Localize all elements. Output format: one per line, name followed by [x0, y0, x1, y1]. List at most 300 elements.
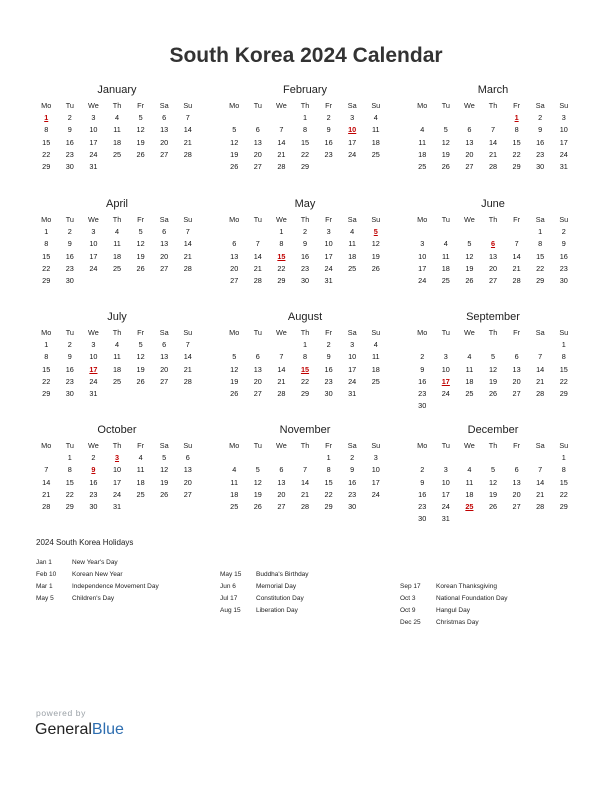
date-cell: 25: [371, 376, 380, 386]
date-cell: 5: [162, 453, 167, 463]
date-cell: 5: [443, 125, 448, 135]
date-cell: 13: [253, 137, 262, 147]
date-cell: 18: [230, 489, 239, 499]
empty-cell: [222, 339, 246, 351]
date-cell: 30: [418, 514, 427, 524]
date-cell: 21: [536, 489, 545, 499]
weekday-header: Sa: [535, 328, 545, 337]
holiday-column: [220, 569, 309, 617]
month-september: [411, 308, 575, 412]
date-cell: 21: [253, 263, 262, 273]
holiday-column: [36, 557, 159, 605]
weekday-header: Sa: [535, 441, 545, 450]
date-cell: 15: [559, 477, 568, 487]
date-cell: 28: [183, 263, 192, 273]
date-cell: 2: [538, 113, 543, 123]
date-cell: 28: [183, 149, 192, 159]
date-cell: 15: [42, 251, 51, 261]
holiday-name: Independence Movement Day: [72, 583, 159, 590]
date-cell: 14: [253, 251, 262, 261]
date-cell: 29: [42, 161, 51, 171]
weekday-header: Tu: [65, 441, 74, 450]
date-cell: 7: [185, 227, 190, 237]
date-cell: 6: [279, 465, 284, 475]
date-cell: 7: [185, 340, 190, 350]
holiday-item: [220, 581, 309, 593]
date-cell: 10: [418, 251, 427, 261]
date-cell: 24: [371, 489, 380, 499]
date-cell: 22: [300, 376, 310, 386]
empty-cell: [222, 452, 246, 464]
date-cell: 23: [418, 501, 427, 511]
date-cell: 24: [418, 275, 427, 285]
date-cell: 6: [185, 453, 190, 463]
date-cell: 12: [253, 477, 262, 487]
weekday-header: We: [87, 101, 99, 110]
date-cell: 8: [302, 125, 308, 135]
date-cell: 29: [65, 501, 74, 511]
date-cell: 16: [300, 251, 310, 261]
date-cell: 30: [324, 388, 333, 398]
date-cell: 20: [512, 376, 521, 386]
date-cell: 29: [42, 388, 51, 398]
weekday-header: Su: [559, 101, 569, 110]
holiday-item: [400, 581, 508, 593]
month-name: June: [481, 198, 505, 210]
date-cell: 13: [160, 239, 169, 249]
weekday-header: Th: [300, 328, 310, 337]
date-cell: 16: [324, 137, 333, 147]
date-cell: 6: [467, 125, 472, 135]
date-cell: 17: [89, 137, 98, 147]
date-cell: 27: [183, 489, 192, 499]
date-cell: 22: [512, 149, 521, 159]
holiday-item: [220, 605, 309, 617]
month-grid: [223, 327, 387, 400]
weekday-header: Sa: [159, 101, 169, 110]
weekday-header: Su: [183, 101, 193, 110]
date-cell: 9: [561, 239, 566, 249]
date-cell: 16: [65, 251, 74, 261]
date-cell: 20: [160, 251, 169, 261]
date-cell: 18: [136, 477, 145, 487]
month-june: [411, 195, 575, 287]
weekday-header: Mo: [417, 441, 428, 450]
date-cell: 14: [536, 364, 545, 374]
weekday-header: Mo: [41, 441, 52, 450]
date-cell: 4: [114, 227, 120, 237]
holiday-column: [400, 581, 508, 629]
date-cell: 27: [512, 388, 521, 398]
empty-cell: [270, 452, 294, 464]
date-cell: 27: [160, 149, 169, 159]
month-february: [223, 81, 387, 173]
date-cell: 16: [65, 364, 74, 374]
date-cell: 28: [300, 501, 310, 511]
date-cell: 9: [67, 352, 72, 362]
date-cell: 23: [536, 149, 545, 159]
date-cell: 16: [89, 477, 98, 487]
date-cell: 17: [348, 137, 357, 147]
date-cell: 4: [232, 465, 237, 475]
date-cell: 21: [42, 489, 51, 499]
holiday-date: Oct 3: [400, 595, 416, 602]
date-cell: 29: [559, 388, 568, 398]
weekday-header: Mo: [41, 101, 52, 110]
weekday-header: Mo: [417, 215, 428, 224]
date-cell: 18: [112, 137, 122, 147]
date-cell: 14: [277, 137, 286, 147]
date-cell: 30: [65, 388, 74, 398]
date-cell: 5: [232, 352, 237, 362]
date-cell: 12: [488, 364, 498, 374]
date-cell: 12: [160, 465, 169, 475]
weekday-header: Tu: [441, 101, 450, 110]
date-cell: 24: [559, 149, 568, 159]
date-cell: 15: [300, 137, 310, 147]
date-cell: 17: [371, 477, 380, 487]
date-cell: 14: [300, 477, 310, 487]
date-cell: 2: [67, 227, 72, 237]
date-cell: 2: [67, 113, 72, 123]
date-cell: 20: [230, 263, 239, 273]
date-cell: 19: [371, 251, 380, 261]
holidays-heading: 2024 South Korea Holidays: [36, 538, 134, 547]
month-name: July: [107, 311, 127, 323]
date-cell: 3: [561, 113, 566, 123]
date-cell: 2: [561, 227, 566, 237]
date-cell: 12: [136, 352, 145, 362]
date-cell: 19: [488, 376, 498, 386]
date-cell: 27: [253, 161, 262, 171]
date-cell: 25: [418, 161, 427, 171]
date-cell: 29: [300, 388, 310, 398]
holiday-name: Buddha's Birthday: [256, 571, 309, 578]
date-cell: 5: [467, 239, 472, 249]
date-cell: 24: [89, 263, 98, 273]
date-cell: 13: [253, 364, 262, 374]
date-cell: 16: [348, 477, 357, 487]
month-grid: [223, 440, 387, 513]
date-cell: 26: [441, 161, 450, 171]
date-cell: 16: [65, 137, 74, 147]
date-cell: 14: [488, 137, 498, 147]
date-cell: 16: [559, 251, 568, 261]
weekday-header: Fr: [513, 441, 521, 450]
weekday-header: Tu: [65, 328, 74, 337]
generalblue-logo: [35, 721, 124, 739]
date-cell: 30: [89, 501, 98, 511]
date-cell: 29: [559, 501, 568, 511]
date-cell: 20: [183, 477, 192, 487]
empty-cell: [505, 452, 529, 464]
date-cell: 2: [420, 352, 425, 362]
holiday-item: [36, 569, 159, 581]
date-cell: 31: [89, 161, 98, 171]
holiday-date-cell: 15: [277, 251, 286, 261]
date-cell: 10: [559, 125, 568, 135]
date-cell: 8: [538, 239, 543, 249]
weekday-header: Th: [300, 215, 310, 224]
weekday-header: Tu: [253, 328, 262, 337]
date-cell: 8: [302, 352, 308, 362]
empty-cell: [434, 452, 458, 464]
empty-cell: [528, 452, 552, 464]
date-cell: 23: [300, 263, 310, 273]
weekday-header: Th: [488, 101, 498, 110]
date-cell: 14: [277, 364, 286, 374]
month-name: November: [279, 424, 331, 436]
date-cell: 11: [442, 251, 450, 261]
date-cell: 22: [559, 489, 568, 499]
weekday-header: Fr: [513, 328, 521, 337]
date-cell: 7: [44, 465, 49, 475]
month-name: December: [467, 424, 519, 436]
date-cell: 2: [420, 465, 425, 475]
date-cell: 2: [302, 227, 308, 237]
weekday-header: Sa: [535, 215, 545, 224]
date-cell: 2: [326, 113, 331, 123]
date-cell: 21: [512, 263, 521, 273]
date-cell: 22: [42, 376, 51, 386]
date-cell: 1: [326, 453, 331, 463]
weekday-header: Fr: [325, 101, 333, 110]
date-cell: 26: [230, 388, 239, 398]
date-cell: 21: [488, 149, 498, 159]
date-cell: 12: [488, 477, 498, 487]
date-cell: 9: [538, 125, 543, 135]
weekday-header: Su: [371, 215, 381, 224]
month-october: [35, 421, 199, 513]
holiday-name: National Foundation Day: [436, 595, 508, 602]
date-cell: 28: [253, 275, 262, 285]
holiday-date: Oct 9: [400, 607, 416, 614]
weekday-header: Th: [112, 328, 122, 337]
empty-cell: [434, 226, 458, 238]
date-cell: 21: [536, 376, 545, 386]
weekday-header: Fr: [137, 328, 145, 337]
date-cell: 23: [324, 376, 333, 386]
date-cell: 9: [420, 364, 425, 374]
month-grid: [223, 100, 387, 173]
date-cell: 10: [112, 465, 122, 475]
date-cell: 18: [371, 137, 380, 147]
empty-cell: [505, 339, 529, 351]
month-name: March: [477, 84, 509, 96]
weekday-header: Tu: [441, 328, 450, 337]
date-cell: 31: [559, 161, 568, 171]
month-name: February: [282, 84, 328, 96]
date-cell: 2: [350, 453, 355, 463]
weekday-header: Tu: [65, 215, 74, 224]
date-cell: 20: [160, 364, 169, 374]
month-grid: [35, 327, 199, 400]
date-cell: 26: [230, 161, 239, 171]
weekday-header: Tu: [253, 215, 262, 224]
date-cell: 16: [324, 364, 333, 374]
weekday-header: Mo: [229, 441, 240, 450]
date-cell: 22: [65, 489, 74, 499]
holiday-date: Feb 10: [36, 571, 57, 578]
empty-cell: [270, 112, 294, 124]
date-cell: 13: [488, 251, 498, 261]
weekday-header: We: [275, 328, 287, 337]
date-cell: 14: [536, 477, 545, 487]
date-cell: 13: [230, 251, 239, 261]
date-cell: 30: [348, 501, 357, 511]
date-cell: 3: [350, 340, 355, 350]
month-name: January: [97, 84, 137, 96]
date-cell: 5: [138, 227, 143, 237]
date-cell: 25: [441, 275, 450, 285]
date-cell: 6: [162, 340, 167, 350]
date-cell: 23: [418, 388, 427, 398]
empty-cell: [528, 339, 552, 351]
date-cell: 26: [371, 263, 380, 273]
holiday-name: Constitution Day: [256, 595, 304, 602]
date-cell: 23: [65, 376, 74, 386]
date-cell: 3: [91, 340, 96, 350]
date-cell: 13: [277, 477, 286, 487]
date-cell: 30: [65, 275, 74, 285]
weekday-header: Mo: [41, 328, 52, 337]
weekday-header: Th: [112, 441, 122, 450]
date-cell: 11: [371, 125, 380, 135]
holiday-item: [220, 569, 309, 581]
date-cell: 11: [418, 137, 426, 147]
date-cell: 8: [326, 465, 331, 475]
date-cell: 27: [465, 161, 474, 171]
date-cell: 6: [514, 352, 519, 362]
weekday-header: We: [463, 215, 475, 224]
empty-cell: [481, 452, 505, 464]
date-cell: 24: [112, 489, 122, 499]
empty-cell: [410, 112, 434, 124]
date-cell: 11: [113, 239, 121, 249]
date-cell: 22: [536, 263, 545, 273]
date-cell: 13: [465, 137, 474, 147]
weekday-header: We: [463, 441, 475, 450]
date-cell: 18: [112, 364, 122, 374]
date-cell: 3: [443, 465, 448, 475]
date-cell: 17: [441, 489, 450, 499]
date-cell: 19: [230, 376, 239, 386]
date-cell: 19: [253, 489, 262, 499]
month-grid: [411, 440, 575, 525]
date-cell: 28: [277, 161, 286, 171]
date-cell: 8: [67, 465, 72, 475]
date-cell: 11: [371, 352, 380, 362]
holiday-item: [220, 593, 309, 605]
date-cell: 27: [253, 388, 262, 398]
date-cell: 1: [302, 340, 308, 350]
date-cell: 28: [536, 388, 545, 398]
date-cell: 1: [44, 227, 49, 237]
date-cell: 14: [512, 251, 521, 261]
empty-cell: [458, 226, 482, 238]
weekday-header: Th: [488, 441, 498, 450]
date-cell: 20: [512, 489, 521, 499]
date-cell: 17: [348, 364, 357, 374]
date-cell: 23: [559, 263, 568, 273]
weekday-header: Fr: [513, 101, 521, 110]
weekday-header: We: [463, 328, 475, 337]
date-cell: 20: [465, 149, 474, 159]
holiday-date-cell: 9: [91, 465, 96, 475]
date-cell: 1: [44, 340, 49, 350]
date-cell: 10: [441, 477, 450, 487]
date-cell: 11: [230, 477, 238, 487]
date-cell: 2: [326, 340, 331, 350]
month-name: September: [466, 311, 520, 323]
date-cell: 25: [230, 501, 239, 511]
date-cell: 7: [279, 352, 284, 362]
date-cell: 26: [136, 149, 145, 159]
weekday-header: Tu: [65, 101, 74, 110]
empty-cell: [481, 112, 505, 124]
date-cell: 14: [42, 477, 51, 487]
month-may: [223, 195, 387, 287]
holiday-name: Children's Day: [72, 595, 115, 602]
holiday-date-cell: 17: [441, 376, 450, 386]
date-cell: 25: [136, 489, 145, 499]
date-cell: 28: [512, 275, 521, 285]
date-cell: 8: [279, 239, 284, 249]
holiday-date-cell: 1: [44, 113, 49, 123]
date-cell: 17: [324, 251, 333, 261]
date-cell: 1: [561, 453, 566, 463]
holiday-date-cell: 6: [490, 239, 496, 249]
holiday-item: [36, 557, 159, 569]
date-cell: 23: [324, 149, 333, 159]
holiday-date: Mar 1: [36, 583, 53, 590]
date-cell: 6: [255, 125, 260, 135]
empty-cell: [222, 226, 246, 238]
empty-cell: [246, 112, 270, 124]
month-march: [411, 81, 575, 173]
date-cell: 20: [277, 489, 286, 499]
date-cell: 28: [183, 376, 192, 386]
date-cell: 9: [420, 477, 425, 487]
weekday-header: Fr: [137, 215, 145, 224]
date-cell: 4: [350, 227, 355, 237]
date-cell: 19: [465, 263, 474, 273]
holiday-date: Aug 15: [220, 607, 241, 614]
date-cell: 24: [348, 149, 357, 159]
weekday-header: Su: [183, 215, 193, 224]
weekday-header: We: [275, 215, 287, 224]
weekday-header: Sa: [347, 328, 357, 337]
date-cell: 4: [467, 465, 472, 475]
date-cell: 4: [467, 352, 472, 362]
date-cell: 29: [300, 161, 310, 171]
date-cell: 17: [112, 477, 122, 487]
date-cell: 3: [443, 352, 448, 362]
date-cell: 23: [65, 263, 74, 273]
weekday-header: Su: [559, 328, 569, 337]
weekday-header: Tu: [253, 441, 262, 450]
date-cell: 19: [136, 251, 145, 261]
date-cell: 21: [183, 137, 192, 147]
holiday-date: Jul 17: [220, 595, 238, 602]
weekday-header: Su: [559, 215, 569, 224]
date-cell: 4: [373, 340, 378, 350]
date-cell: 29: [277, 275, 286, 285]
date-cell: 8: [44, 125, 49, 135]
date-cell: 3: [91, 227, 96, 237]
date-cell: 1: [279, 227, 284, 237]
logo-blue: Blue: [91, 721, 124, 738]
